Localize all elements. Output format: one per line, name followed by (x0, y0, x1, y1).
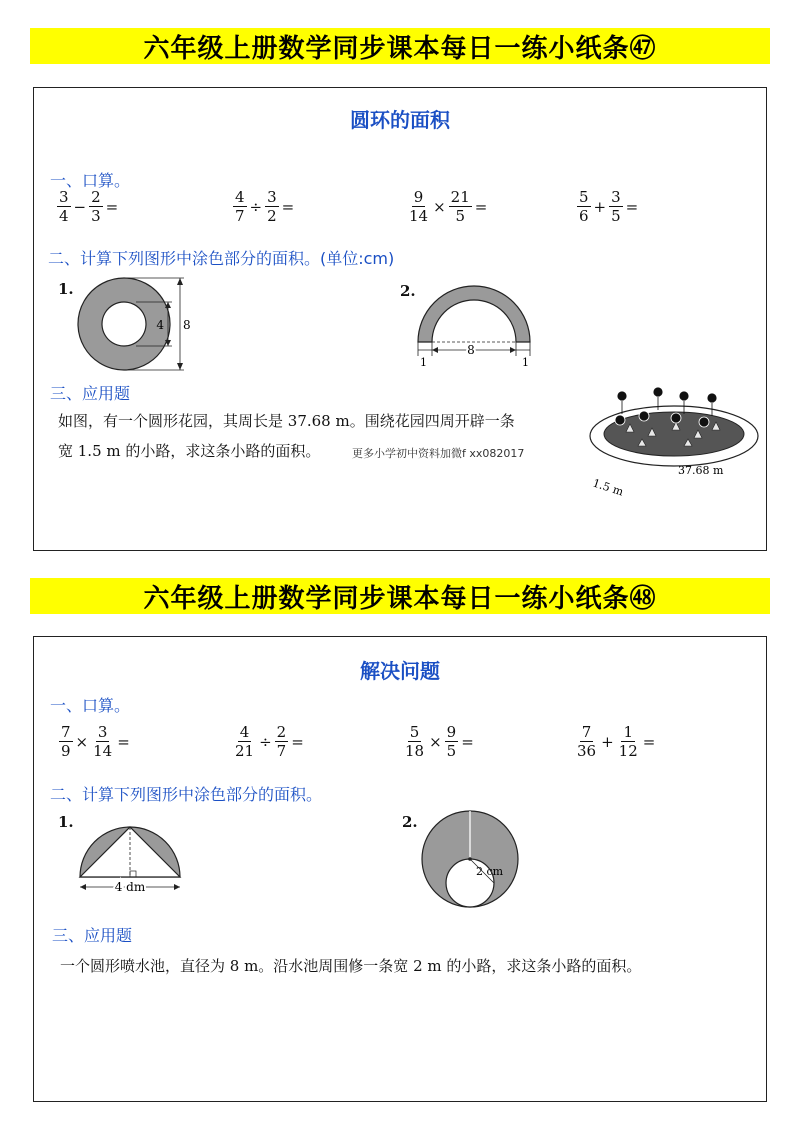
sheet1-section-mental-math: 一、口算。 (50, 171, 131, 190)
half-ring-figure (414, 280, 534, 370)
calc-item: $\frac{3}{4}$ − $\frac{2}{3}$ = (59, 188, 119, 225)
fig1-number: 1. (58, 813, 74, 831)
fig1-base-label: 4 dm (114, 880, 146, 894)
fig2-left-width-label: 1 (420, 356, 427, 369)
sheet1-calc-row (56, 188, 756, 234)
calc-item: $\frac{5}{6}$ + $\frac{3}{5}$ = (579, 188, 639, 225)
sheet1-problem-line2: 宽 1.5 m 的小路，求这条小路的面积。 (58, 442, 321, 460)
sheet1-banner: 六年级上册数学同步课本每日一练小纸条㊼ (30, 28, 770, 64)
sheet2-panel (33, 636, 767, 1102)
sheet1-title: 圆环的面积 (350, 108, 450, 132)
garden-circumference-label: 37.68 m (678, 464, 724, 477)
sheet1-section-shaded-area: 二、计算下列图形中涂色部分的面积。(单位:cm) (48, 249, 395, 268)
sheet2-problem-line1: 一个圆形喷水池，直径为 8 m。沿水池周围修一条宽 2 m 的小路，求这条小路的面积。 (60, 957, 642, 975)
circle-with-inner-circle-figure (420, 809, 524, 913)
sheet2-banner: 六年级上册数学同步课本每日一练小纸条㊽ (30, 578, 770, 614)
garden-path-width-label: 1.5 m (591, 476, 625, 499)
semicircle-triangle-figure (76, 825, 196, 897)
calc-item: $\frac{4}{21}$ ÷ $\frac{2}{7}$ = (235, 723, 304, 760)
fig2-number: 2. (402, 813, 418, 831)
sheet2-title: 解决问题 (360, 659, 440, 683)
fig1-outer-label: 8 (183, 318, 191, 332)
sheet1-note: 更多小学初中资料加微f xx082017 (352, 447, 525, 460)
fig1-inner-label: 4 (156, 318, 164, 332)
sheet2-section-word-problem: 三、应用题 (52, 926, 133, 945)
fig2-right-width-label: 1 (522, 356, 529, 369)
fig2-radius-label: 2 cm (476, 865, 504, 878)
fig2-number: 2. (400, 282, 416, 300)
sheet1-problem-line1: 如图，有一个圆形花园，其周长是 37.68 m。围绕花园四周开辟一条 (58, 412, 515, 430)
sheet2-calc-row (58, 723, 758, 769)
calc-item: $\frac{5}{18}$ × $\frac{9}{5}$ = (405, 723, 474, 760)
calc-item: $\frac{9}{14}$ × $\frac{21}{5}$ = (409, 188, 488, 225)
garden-figure (586, 388, 761, 498)
fig1-number: 1. (58, 280, 74, 298)
calc-item: $\frac{7}{36}$ + $\frac{1}{12}$ = (577, 723, 656, 760)
calc-item: $\frac{7}{9}$ × $\frac{3}{14}$ = (61, 723, 130, 760)
fig2-diameter-label: 8 (467, 343, 475, 357)
sheet1-panel (33, 87, 767, 551)
sheet1-section-word-problem: 三、应用题 (50, 384, 131, 403)
sheet2-section-shaded-area: 二、计算下列图形中涂色部分的面积。 (50, 785, 323, 804)
annulus-figure (74, 276, 204, 376)
calc-item: $\frac{4}{7}$ ÷ $\frac{3}{2}$ = (235, 188, 295, 225)
sheet2-section-mental-math: 一、口算。 (50, 696, 131, 715)
